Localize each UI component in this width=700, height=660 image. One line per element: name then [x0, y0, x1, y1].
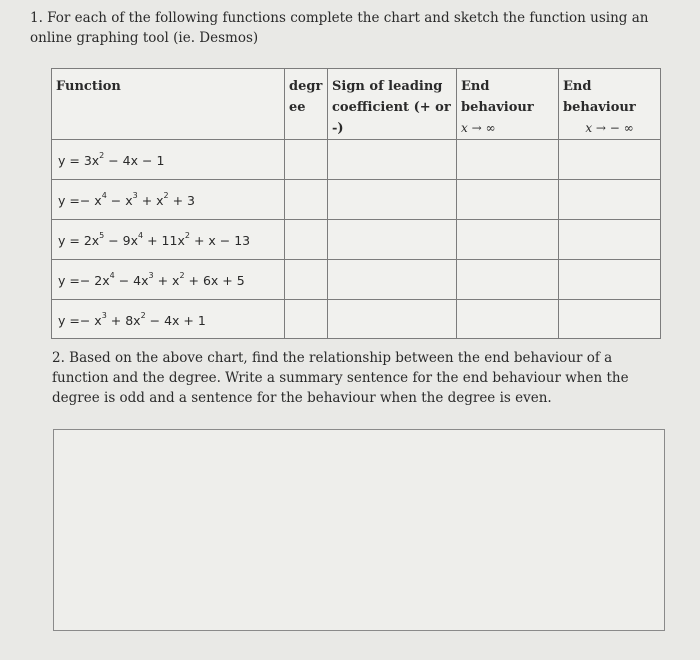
- table-row: [52, 140, 661, 180]
- end-behaviour-negative-cell[interactable]: [559, 260, 661, 300]
- end-behaviour-positive-cell[interactable]: [457, 140, 559, 180]
- degree-cell[interactable]: [285, 300, 328, 339]
- sign-cell[interactable]: [328, 180, 457, 220]
- header-end-behaviour-positive: End behaviour x → ∞: [457, 69, 559, 140]
- end-behaviour-negative-cell[interactable]: [559, 220, 661, 260]
- header-degree: degr ee: [285, 69, 328, 140]
- question-2-text: 2. Based on the above chart, find the relationship between the end behaviour of a function and the degree. Write a summary sentence for the end behaviour when the degree is odd and a sentence for the behaviour when the degree is even.: [52, 350, 629, 406]
- question-1-text: 1. For each of the following functions complete the chart and sketch the function using an online graphing tool (ie. Desmos): [30, 10, 649, 46]
- function-chart-table: [51, 68, 661, 339]
- degree-cell[interactable]: [285, 180, 328, 220]
- function-cell: $y =- x^3 + 8x^2 - 4x + 1$: [52, 300, 285, 339]
- degree-cell[interactable]: [285, 140, 328, 180]
- end-behaviour-negative-cell[interactable]: [559, 180, 661, 220]
- end-behaviour-positive-cell[interactable]: [457, 220, 559, 260]
- table-row: [52, 260, 661, 300]
- table-row: [52, 300, 661, 339]
- degree-cell[interactable]: [285, 260, 328, 300]
- header-end-behaviour-negative: End behaviour x → − ∞: [559, 69, 661, 140]
- function-cell: $y = 2x^5 - 9x^4 + 11x^2 + x - 13$: [52, 220, 285, 260]
- end-behaviour-positive-cell[interactable]: [457, 260, 559, 300]
- answer-text-box[interactable]: [53, 429, 665, 631]
- function-cell: $y = 3x^2 - 4x - 1$: [52, 140, 285, 180]
- end-behaviour-positive-cell[interactable]: [457, 300, 559, 339]
- table-row: [52, 220, 661, 260]
- degree-cell[interactable]: [285, 220, 328, 260]
- sign-cell[interactable]: [328, 220, 457, 260]
- end-behaviour-positive-cell[interactable]: [457, 180, 559, 220]
- sign-cell[interactable]: [328, 140, 457, 180]
- end-behaviour-negative-cell[interactable]: [559, 300, 661, 339]
- table-row: [52, 180, 661, 220]
- header-function: Function: [52, 69, 285, 140]
- table-header-row: [52, 69, 661, 140]
- end-behaviour-negative-cell[interactable]: [559, 140, 661, 180]
- sign-cell[interactable]: [328, 300, 457, 339]
- sign-cell[interactable]: [328, 260, 457, 300]
- header-sign-leading-coefficient: Sign of leading coefficient (+ or -): [328, 69, 457, 140]
- function-cell: $y =- x^4 - x^3 + x^2 + 3$: [52, 180, 285, 220]
- function-cell: $y =- 2x^4 - 4x^3 + x^2 + 6x + 5$: [52, 260, 285, 300]
